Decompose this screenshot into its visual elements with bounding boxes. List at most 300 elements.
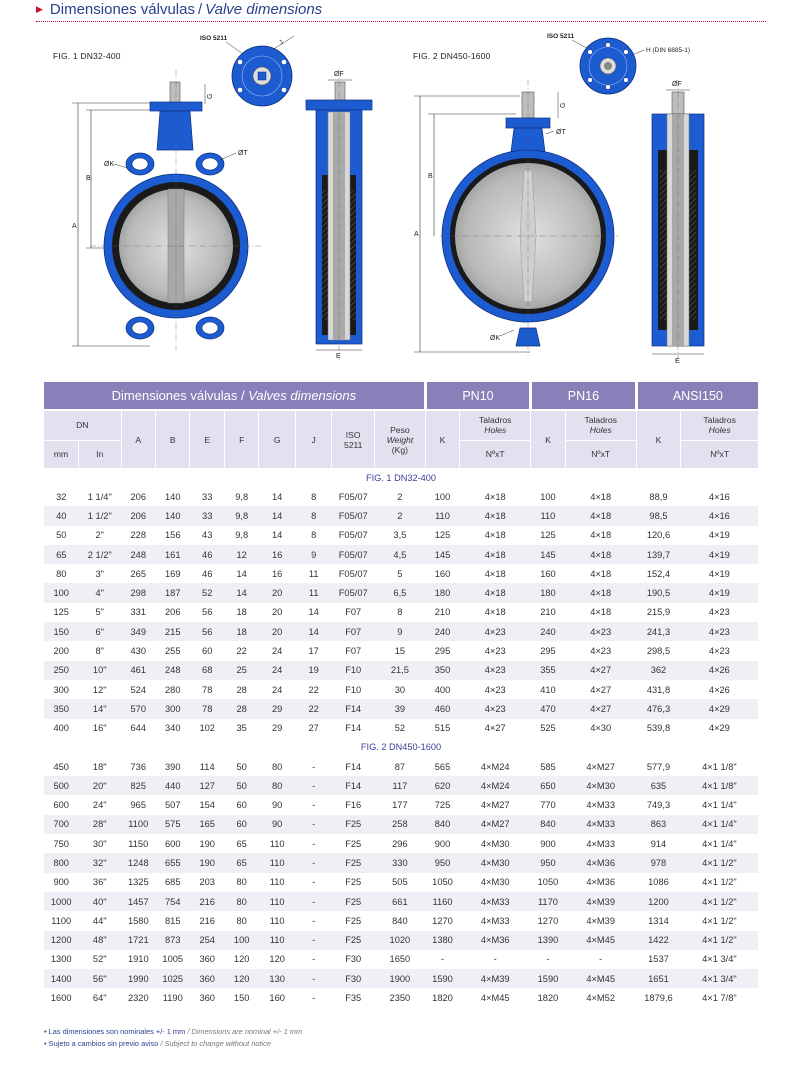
col-pn16-holes-en: Holes: [589, 425, 612, 436]
table-cell: 1314: [636, 911, 681, 930]
table-cell: 4,5: [375, 545, 426, 564]
table-cell: 160: [259, 988, 296, 1007]
table-cell: 500: [44, 776, 78, 795]
table-cell: 1190: [156, 988, 190, 1007]
table-cell: 298,5: [636, 641, 681, 660]
table-cell: 100: [44, 583, 78, 602]
table-cell: 4×1 1/2": [681, 892, 758, 911]
table-cell: 360: [190, 969, 224, 988]
table-cell: 4×26: [681, 661, 758, 680]
table-cell: 4×M30: [460, 873, 531, 892]
table-row: [44, 622, 758, 641]
table-cell: 120: [259, 950, 296, 969]
footnote-2: • Sujeto a cambios sin previo aviso / Subject to change without notice: [44, 1039, 271, 1048]
table-cell: F25: [332, 815, 375, 834]
table-cell: 1000: [44, 892, 78, 911]
table-cell: 17: [295, 641, 332, 660]
table-cell: 770: [531, 795, 565, 814]
table-cell: 863: [636, 815, 681, 834]
table-cell: 8: [295, 506, 332, 525]
table-cell: 1025: [156, 969, 190, 988]
table-cell: 1086: [636, 873, 681, 892]
table-cell: 410: [531, 680, 565, 699]
table-cell: 685: [156, 873, 190, 892]
fig2-label: FIG. 2 DN450-1600: [413, 51, 491, 61]
table-cell: 4×M36: [460, 931, 531, 950]
col-pn10-holes-en: Holes: [484, 425, 507, 436]
table-cell: 1721: [121, 931, 155, 950]
table-cell: 24: [259, 641, 296, 660]
table-cell: 60: [190, 641, 224, 660]
table-cell: F25: [332, 931, 375, 950]
table-cell: 4×18: [460, 583, 531, 602]
table-cell: -: [295, 988, 332, 1007]
table-cell: 18: [224, 622, 258, 641]
table-cell: 18: [224, 603, 258, 622]
col-f: F: [224, 410, 258, 468]
table-cell: 1020: [375, 931, 426, 950]
table-cell: 1400: [44, 969, 78, 988]
table-cell: 56: [190, 622, 224, 641]
fig2-front-view: [414, 80, 618, 356]
table-cell: 110: [259, 892, 296, 911]
table-row: [44, 719, 758, 738]
col-b: B: [156, 410, 190, 468]
table-cell: 11: [295, 583, 332, 602]
table-cell: 300: [156, 699, 190, 718]
table-cell: 154: [190, 795, 224, 814]
table-cell: 1 1/2": [78, 506, 121, 525]
col-pn16-holes-es: Taladros: [584, 415, 617, 426]
table-cell: 4×23: [460, 680, 531, 699]
table-cell: 265: [121, 564, 155, 583]
table-cell: -: [295, 873, 332, 892]
table-cell: 1050: [531, 873, 565, 892]
table-cell: 965: [121, 795, 155, 814]
table-cell: 210: [531, 603, 565, 622]
table-cell: 430: [121, 641, 155, 660]
table-cell: 1910: [121, 950, 155, 969]
table-cell: 565: [425, 757, 459, 776]
section-label: FIG. 2 DN450-1600: [360, 742, 442, 753]
table-cell: 600: [156, 834, 190, 853]
table-cell: 1200: [44, 931, 78, 950]
table-cell: 258: [375, 815, 426, 834]
table-cell: 360: [190, 988, 224, 1007]
table-cell: -: [295, 776, 332, 795]
table-cell: 4×23: [460, 699, 531, 718]
table-cell: 4×M33: [565, 815, 636, 834]
h-din-label: H (DIN 6885-1): [646, 47, 691, 54]
table-cell: 20: [259, 583, 296, 602]
table-cell: -: [295, 834, 332, 853]
col-iso-bot: 5211: [343, 439, 363, 450]
table-cell: 1650: [375, 950, 426, 969]
table-cell: 50: [224, 776, 258, 795]
table-title-en: Valves dimensions: [248, 388, 357, 403]
table-cell: 80: [224, 892, 258, 911]
table-cell: 11: [295, 564, 332, 583]
table-cell: 4×1 1/2": [681, 873, 758, 892]
table-cell: 4×18: [565, 487, 636, 506]
table-cell: 14: [259, 506, 296, 525]
table-cell: 4×1 1/2": [681, 853, 758, 872]
table-cell: 16: [259, 564, 296, 583]
table-cell: 2: [375, 487, 426, 506]
table-cell: 515: [425, 719, 459, 738]
table-cell: 9,8: [224, 506, 258, 525]
table-cell: 2": [78, 526, 121, 545]
table-cell: 16": [78, 719, 121, 738]
table-cell: 295: [425, 641, 459, 660]
table-cell: 1879,6: [636, 988, 681, 1007]
table-cell: 16: [259, 545, 296, 564]
dim-e-label-2: E: [675, 358, 680, 365]
table-cell: 4×1 3/4": [681, 969, 758, 988]
table-row: [44, 506, 758, 525]
table-cell: 19: [295, 661, 332, 680]
table-cell: 505: [375, 873, 426, 892]
table-cell: 14": [78, 699, 121, 718]
col-mm: mm: [44, 440, 78, 468]
table-cell: 4×M39: [565, 911, 636, 930]
table-cell: 1270: [425, 911, 459, 930]
table-cell: 620: [425, 776, 459, 795]
table-cell: 4×M24: [460, 757, 531, 776]
table-cell: 4×M45: [565, 931, 636, 950]
table-cell: 9,8: [224, 526, 258, 545]
table-cell: 28": [78, 815, 121, 834]
table-cell: 100: [425, 487, 459, 506]
table-cell: 355: [531, 661, 565, 680]
table-cell: 1390: [531, 931, 565, 950]
table-cell: 110: [531, 506, 565, 525]
fig1-label: FIG. 1 DN32-400: [53, 51, 121, 61]
dim-t-label: ØT: [238, 150, 248, 157]
table-cell: 150: [224, 988, 258, 1007]
table-cell: 156: [156, 526, 190, 545]
table-cell: 125: [44, 603, 78, 622]
dim-b-label-2: B: [428, 173, 433, 180]
table-cell: 80: [224, 873, 258, 892]
table-cell: F05/07: [332, 526, 375, 545]
table-cell: 840: [425, 815, 459, 834]
table-cell: 216: [190, 892, 224, 911]
table-cell: 160: [425, 564, 459, 583]
table-cell: 50: [224, 757, 258, 776]
table-cell: F14: [332, 719, 375, 738]
table-row: [44, 815, 758, 834]
table-cell: 40": [78, 892, 121, 911]
table-row: [44, 526, 758, 545]
table-cell: 4×M27: [460, 795, 531, 814]
table-cell: 228: [121, 526, 155, 545]
table-cell: 800: [44, 853, 78, 872]
table-cell: 4×M45: [460, 988, 531, 1007]
table-row: [44, 795, 758, 814]
iso-label-2: ISO 5211: [547, 33, 575, 40]
table-cell: 24": [78, 795, 121, 814]
table-cell: 577,9: [636, 757, 681, 776]
table-cell: 1820: [425, 988, 459, 1007]
table-cell: 4×M33: [460, 911, 531, 930]
table-cell: 1325: [121, 873, 155, 892]
dim-b-label: B: [86, 175, 91, 182]
table-cell: 216: [190, 911, 224, 930]
table-cell: 187: [156, 583, 190, 602]
table-cell: 125: [425, 526, 459, 545]
table-cell: 4×16: [681, 506, 758, 525]
table-cell: 125: [531, 526, 565, 545]
table-cell: 4×1 1/4": [681, 815, 758, 834]
iso-label-1: ISO 5211: [200, 35, 228, 42]
table-cell: 360: [190, 950, 224, 969]
table-cell: 4×1 1/4": [681, 795, 758, 814]
table-cell: F14: [332, 757, 375, 776]
footnote-1-en: Dimensions are nominal +/- 1 mm: [191, 1027, 303, 1036]
table-cell: 470: [531, 699, 565, 718]
table-cell: F05/07: [332, 506, 375, 525]
col-iso-top: ISO: [345, 429, 361, 440]
table-cell: 250: [44, 661, 78, 680]
table-cell: 570: [121, 699, 155, 718]
table-cell: 749,3: [636, 795, 681, 814]
column-header-row: [44, 410, 758, 440]
table-cell: 4×M30: [460, 853, 531, 872]
table-row: [44, 969, 758, 988]
col-ansi-k: K: [636, 410, 681, 468]
col-e: E: [190, 410, 224, 468]
table-cell: 145: [531, 545, 565, 564]
dimensions-table: [44, 382, 758, 1008]
table-cell: 32": [78, 853, 121, 872]
table-cell: 4×18: [460, 487, 531, 506]
table-cell: 4×16: [681, 487, 758, 506]
table-cell: 52: [375, 719, 426, 738]
table-cell: 295: [531, 641, 565, 660]
table-cell: 4×18: [565, 603, 636, 622]
section-label: FIG. 1 DN32-400: [366, 472, 436, 483]
table-cell: 298: [121, 583, 155, 602]
table-cell: 950: [425, 853, 459, 872]
table-cell: 20: [259, 622, 296, 641]
col-ansi-nxt: NºxT: [681, 440, 758, 468]
table-cell: 20: [259, 603, 296, 622]
table-cell: 736: [121, 757, 155, 776]
table-cell: 1170: [531, 892, 565, 911]
table-cell: F05/07: [332, 583, 375, 602]
footnote-2-es: Sujeto a cambios sin previo aviso: [48, 1039, 159, 1048]
table-cell: 400: [425, 680, 459, 699]
col-weight: [375, 410, 426, 468]
table-cell: 8": [78, 641, 121, 660]
table-row: [44, 950, 758, 969]
table-cell: 14: [259, 526, 296, 545]
table-cell: 50: [44, 526, 78, 545]
table-cell: 1005: [156, 950, 190, 969]
dim-f-label-2: ØF: [672, 81, 682, 88]
table-cell: 635: [636, 776, 681, 795]
table-cell: 140: [156, 506, 190, 525]
table-cell: 1990: [121, 969, 155, 988]
table-cell: 28: [224, 680, 258, 699]
table-cell: 4×23: [460, 641, 531, 660]
table-cell: F25: [332, 873, 375, 892]
table-cell: 215: [156, 622, 190, 641]
table-cell: 331: [121, 603, 155, 622]
table-cell: 22: [224, 641, 258, 660]
table-row: [44, 564, 758, 583]
col-pn16-nxt: NºxT: [565, 440, 636, 468]
table-row: [44, 603, 758, 622]
table-cell: 25: [224, 661, 258, 680]
table-cell: 4×18: [460, 506, 531, 525]
col-pn10-holes: [460, 410, 531, 440]
table-cell: 4×23: [681, 603, 758, 622]
table-cell: 4×M27: [565, 757, 636, 776]
table-row: [44, 892, 758, 911]
table-cell: 4×23: [565, 641, 636, 660]
table-cell: -: [295, 815, 332, 834]
table-cell: 539,8: [636, 719, 681, 738]
table-cell: 1300: [44, 950, 78, 969]
table-cell: 206: [121, 506, 155, 525]
table-cell: 127: [190, 776, 224, 795]
table-cell: 161: [156, 545, 190, 564]
table-cell: 110: [259, 911, 296, 930]
table-cell: 575: [156, 815, 190, 834]
table-cell: 4×23: [460, 661, 531, 680]
table-cell: 4×19: [681, 526, 758, 545]
table-cell: 1050: [425, 873, 459, 892]
table-cell: 120: [224, 950, 258, 969]
table-cell: 180: [425, 583, 459, 602]
table-row: [44, 661, 758, 680]
table-cell: 90: [259, 795, 296, 814]
table-cell: 1100: [121, 815, 155, 834]
table-cell: -: [295, 969, 332, 988]
table-row: [44, 641, 758, 660]
table-cell: 24: [259, 661, 296, 680]
dim-k-label-2: ØK: [490, 335, 501, 342]
table-cell: 248: [121, 545, 155, 564]
table-cell: 460: [425, 699, 459, 718]
table-cell: 14: [295, 622, 332, 641]
table-cell: 1651: [636, 969, 681, 988]
table-cell: 39: [375, 699, 426, 718]
table-cell: 600: [44, 795, 78, 814]
table-cell: 725: [425, 795, 459, 814]
table-cell: F05/07: [332, 487, 375, 506]
table-cell: 78: [190, 680, 224, 699]
table-cell: 80: [44, 564, 78, 583]
table-cell: 65: [224, 834, 258, 853]
table-cell: 240: [531, 622, 565, 641]
table-cell: 68: [190, 661, 224, 680]
table-cell: 6,5: [375, 583, 426, 602]
table-cell: 100: [531, 487, 565, 506]
table-cell: 80: [259, 776, 296, 795]
table-cell: 900: [44, 873, 78, 892]
col-pn10-k: K: [425, 410, 459, 468]
col-pn10-nxt: NºxT: [460, 440, 531, 468]
col-weight-unit: (Kg): [391, 444, 408, 455]
table-cell: 100: [224, 931, 258, 950]
table-cell: -: [295, 757, 332, 776]
dim-t-label-2: ØT: [556, 129, 566, 136]
table-cell: 152,4: [636, 564, 681, 583]
table-cell: 4×30: [565, 719, 636, 738]
table-cell: 700: [44, 815, 78, 834]
table-cell: 180: [531, 583, 565, 602]
table-cell: 4": [78, 583, 121, 602]
table-cell: F07: [332, 641, 375, 660]
table-cell: 48": [78, 931, 121, 950]
table-cell: 110: [259, 834, 296, 853]
table-cell: 1150: [121, 834, 155, 853]
table-cell: 4×18: [565, 506, 636, 525]
dim-a-label: A: [72, 223, 77, 230]
table-cell: 750: [44, 834, 78, 853]
table-cell: 1580: [121, 911, 155, 930]
fig1-flange-detail: [200, 35, 294, 106]
table-cell: 203: [190, 873, 224, 892]
table-cell: -: [295, 795, 332, 814]
table-cell: 8: [295, 526, 332, 545]
table-cell: 1200: [636, 892, 681, 911]
table-cell: 30": [78, 834, 121, 853]
col-ansi-holes-en: Holes: [708, 425, 731, 436]
table-cell: 280: [156, 680, 190, 699]
table-cell: 9: [375, 622, 426, 641]
table-cell: 36": [78, 873, 121, 892]
table-cell: F10: [332, 661, 375, 680]
table-cell: 4×29: [681, 719, 758, 738]
table-cell: 350: [44, 699, 78, 718]
table-cell: 29: [259, 719, 296, 738]
table-cell: F16: [332, 795, 375, 814]
table-cell: 1270: [531, 911, 565, 930]
table-cell: F10: [332, 680, 375, 699]
table-row: [44, 931, 758, 950]
table-cell: 165: [190, 815, 224, 834]
table-cell: 4×23: [681, 641, 758, 660]
table-cell: 254: [190, 931, 224, 950]
table-cell: 4×M39: [460, 969, 531, 988]
col-ansi-holes: [681, 410, 758, 440]
table-cell: 110: [259, 853, 296, 872]
table-cell: 4×M33: [565, 834, 636, 853]
table-cell: 110: [259, 931, 296, 950]
footnote-2-en: Subject to change without notice: [164, 1039, 271, 1048]
table-cell: 28: [224, 699, 258, 718]
table-cell: 362: [636, 661, 681, 680]
table-cell: 4×1 1/4": [681, 834, 758, 853]
table-cell: 6": [78, 622, 121, 641]
table-cell: 190,5: [636, 583, 681, 602]
table-cell: 52": [78, 950, 121, 969]
dim-j-label: J: [278, 39, 285, 47]
table-cell: 4×M27: [460, 815, 531, 834]
table-cell: 661: [375, 892, 426, 911]
table-cell: 2320: [121, 988, 155, 1007]
table-cell: 22: [295, 699, 332, 718]
table-cell: F14: [332, 699, 375, 718]
header-separator: /: [198, 0, 203, 18]
table-cell: 46: [190, 564, 224, 583]
table-cell: 1422: [636, 931, 681, 950]
table-cell: 87: [375, 757, 426, 776]
